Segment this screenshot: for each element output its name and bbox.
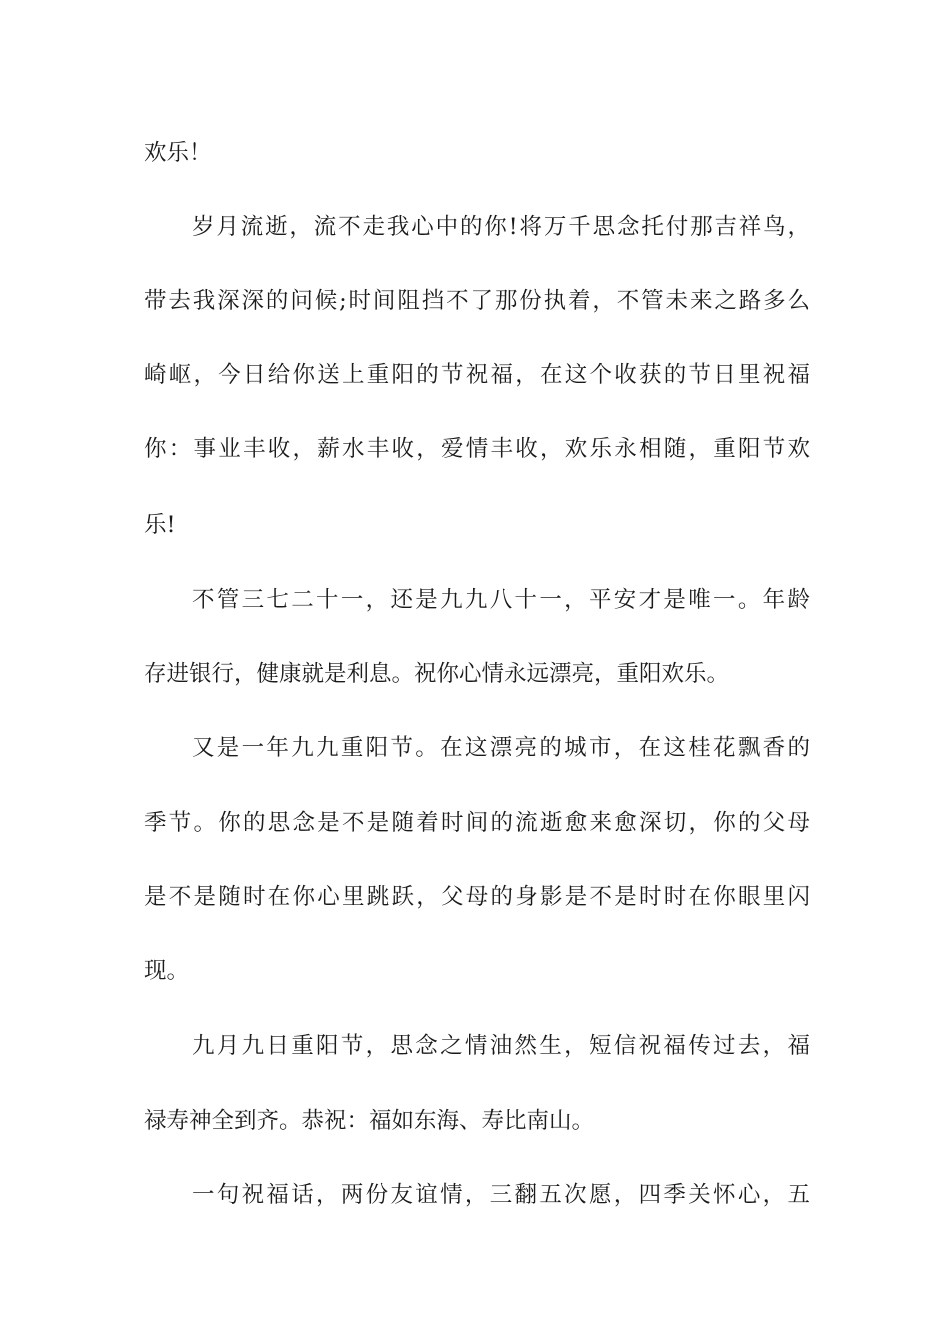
text-line: 季节。你的思念是不是随着时间的流逝愈来愈深切，你的父母 <box>144 810 810 836</box>
text-line: 岁月流逝，流不走我心中的你!将万千思念托付那吉祥鸟， <box>192 214 810 240</box>
text-line: 不管三七二十一，还是九九八十一，平安才是唯一。年龄 <box>192 587 810 613</box>
text-line: 现。 <box>144 958 190 984</box>
text-line: 九月九日重阳节，思念之情油然生，短信祝福传过去，福 <box>192 1033 810 1059</box>
text-line: 存进银行，健康就是利息。祝你心情永远漂亮，重阳欢乐。 <box>144 661 730 687</box>
text-line: 是不是随时在你心里跳跃，父母的身影是不是时时在你眼里闪 <box>144 884 810 910</box>
text-line: 一句祝福话，两份友谊情，三翻五次愿，四季关怀心，五 <box>192 1182 810 1208</box>
text-line: 欢乐！ <box>144 140 212 166</box>
text-line: 你：事业丰收，薪水丰收，爱情丰收，欢乐永相随，重阳节欢 <box>144 436 810 462</box>
text-line: 禄寿神全到齐。恭祝：福如东海、寿比南山。 <box>144 1108 595 1134</box>
text-line: 乐! <box>144 512 176 538</box>
text-line: 又是一年九九重阳节。在这漂亮的城市，在这桂花飘香的 <box>192 735 810 761</box>
text-line: 崎岖，今日给你送上重阳的节祝福，在这个收获的节日里祝福 <box>144 362 810 388</box>
text-line: 带去我深深的问候;时间阻挡不了那份执着，不管未来之路多么 <box>144 288 810 314</box>
